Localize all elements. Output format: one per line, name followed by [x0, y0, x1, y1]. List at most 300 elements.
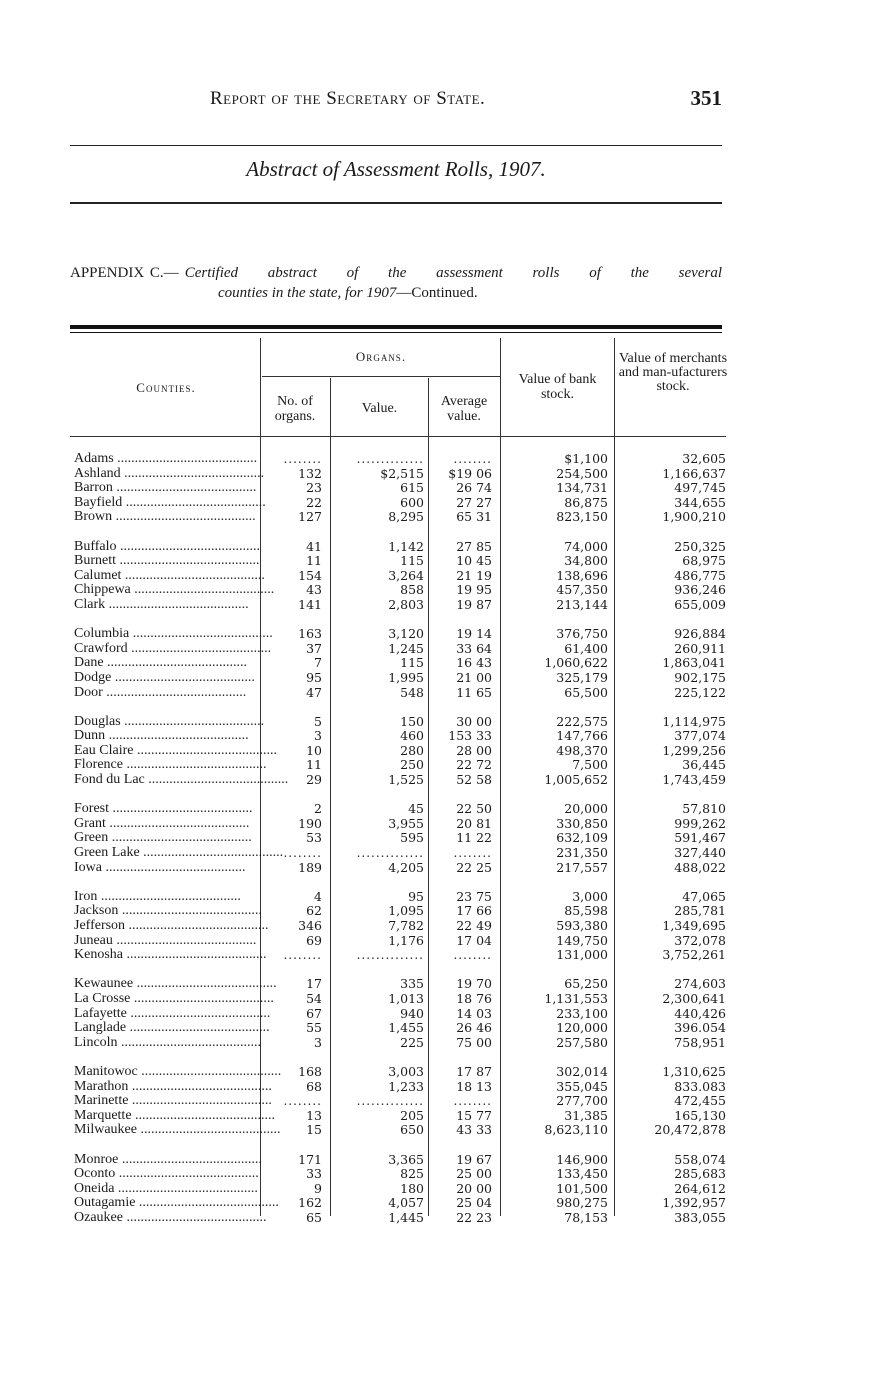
bank-stock-cell: 376,750: [556, 626, 608, 642]
table-row: [72, 686, 728, 701]
table-row: [72, 773, 728, 788]
organs-value-cell: 650: [400, 1122, 424, 1138]
average-value-cell: 43 33: [456, 1122, 492, 1138]
organs-value-cell: ..............: [356, 846, 424, 861]
organs-value-cell: ..............: [356, 452, 424, 466]
organs-value-cell: 95: [408, 888, 424, 904]
bank-stock-cell: 34,800: [564, 553, 608, 569]
county-name: Eau Claire ........................................: [74, 742, 277, 758]
no-of-organs-cell: 55: [306, 1020, 322, 1036]
bank-stock-cell: 233,100: [556, 1005, 608, 1021]
table-row: [72, 1196, 728, 1211]
table-row: [72, 729, 728, 744]
county-name: Kewaunee ........................................: [74, 976, 277, 992]
average-value-cell: 19 70: [456, 976, 492, 992]
table-row: [72, 540, 728, 555]
merchants-stock-cell: 1,349,695: [662, 918, 726, 933]
merchants-stock-cell: 558,074: [674, 1151, 726, 1167]
bank-stock-cell: 131,000: [556, 947, 608, 963]
table-row: [72, 510, 728, 525]
table-row: [72, 861, 728, 876]
county-name: Chippewa ........................................: [74, 582, 275, 598]
organs-value-cell: 4,205: [388, 859, 424, 875]
no-of-organs-cell: 11: [306, 757, 322, 773]
organs-value-cell: 825: [400, 1166, 424, 1182]
average-value-cell: 52 58: [456, 772, 492, 788]
merchants-stock-cell: 2,300,641: [662, 990, 726, 1006]
organs-value-cell: ..............: [356, 948, 424, 963]
organs-value-cell: $2,515: [380, 465, 424, 481]
county-name: Ozaukee ........................................: [74, 1209, 267, 1225]
no-of-organs-cell: ........: [283, 452, 322, 466]
county-name: Door ........................................: [74, 684, 247, 700]
organs-value-cell: 205: [400, 1107, 424, 1123]
running-header: [70, 86, 722, 116]
no-of-organs-cell: 29: [306, 772, 322, 788]
table-row: [72, 715, 728, 730]
no-of-organs-cell: 53: [306, 830, 322, 846]
page-number: 351: [690, 86, 722, 110]
header-rule: [70, 145, 722, 146]
appendix-label: APPENDIX C.—: [70, 265, 179, 281]
table-row: [72, 977, 728, 992]
no-of-organs-cell: 7: [314, 655, 322, 671]
merchants-stock-cell: 926,884: [674, 626, 726, 642]
merchants-stock-cell: 57,810: [682, 801, 726, 817]
table-row: [72, 1036, 728, 1051]
county-name: Green ........................................: [74, 830, 252, 846]
organs-value-cell: 3,365: [388, 1151, 424, 1167]
average-value-cell: 11 22: [456, 830, 492, 846]
average-value-cell: 75 00: [456, 1034, 492, 1050]
average-value-cell: ........: [453, 948, 492, 963]
county-name: Bayfield ........................................: [74, 494, 266, 510]
county-name: Juneau ........................................: [74, 932, 257, 948]
organs-value-cell: 1,525: [388, 772, 424, 788]
no-of-organs-cell: 154: [298, 567, 322, 583]
average-value-cell: 25 00: [456, 1166, 492, 1182]
organs-value-cell: 2,803: [388, 596, 424, 612]
no-of-organs-cell: ........: [283, 948, 322, 963]
title-rule: [70, 202, 722, 204]
merchants-stock-cell: 488,022: [674, 859, 726, 875]
merchants-stock-cell: 999,262: [674, 815, 726, 831]
bank-stock-cell: 85,598: [564, 903, 608, 919]
average-value-cell: 30 00: [456, 713, 492, 729]
merchants-stock-cell: 372,078: [674, 932, 726, 948]
county-name: Milwaukee ........................................: [74, 1122, 281, 1138]
average-value-cell: 25 04: [456, 1195, 492, 1211]
average-value-cell: 16 43: [456, 655, 492, 671]
no-of-organs-cell: 4: [314, 888, 322, 904]
organs-value-cell: 615: [400, 480, 424, 496]
appendix-line2: counties in the state, for 1907: [218, 285, 397, 301]
merchants-stock-cell: 758,951: [674, 1034, 726, 1050]
header-average-value: Average value.: [440, 394, 488, 424]
merchants-stock-cell: 32,605: [682, 451, 726, 466]
county-name: Buffalo ........................................: [74, 538, 261, 554]
organs-value-cell: 595: [400, 830, 424, 846]
no-of-organs-cell: 43: [306, 582, 322, 598]
bank-stock-cell: 134,731: [556, 480, 608, 496]
no-of-organs-cell: 68: [306, 1078, 322, 1094]
no-of-organs-cell: 15: [306, 1122, 322, 1138]
merchants-stock-cell: 902,175: [674, 669, 726, 685]
merchants-stock-cell: 3,752,261: [662, 947, 726, 963]
no-of-organs-cell: 171: [298, 1151, 322, 1167]
no-of-organs-cell: 37: [306, 640, 322, 656]
county-name: Burnett ........................................: [74, 553, 260, 569]
bank-stock-cell: 277,700: [556, 1093, 608, 1109]
table-row: [72, 554, 728, 569]
organs-value-cell: 1,095: [388, 903, 424, 919]
bank-stock-cell: 823,150: [556, 509, 608, 525]
table-row: [72, 452, 728, 467]
bank-stock-cell: 65,500: [564, 684, 608, 700]
table-row: [72, 1211, 728, 1226]
no-of-organs-cell: 127: [298, 509, 322, 525]
merchants-stock-cell: 1,299,256: [662, 742, 726, 758]
county-name: Dane ........................................: [74, 655, 248, 671]
header-organs: Organs.: [355, 349, 407, 364]
bank-stock-cell: 457,350: [556, 582, 608, 598]
county-name: Dodge ........................................: [74, 669, 255, 685]
bank-stock-cell: 120,000: [556, 1020, 608, 1036]
bank-stock-cell: 65,250: [564, 976, 608, 992]
no-of-organs-cell: 62: [306, 903, 322, 919]
merchants-stock-cell: 497,745: [674, 480, 726, 496]
table-row: [72, 1123, 728, 1138]
average-value-cell: 22 72: [456, 757, 492, 773]
average-value-cell: $19 06: [448, 465, 492, 481]
no-of-organs-cell: 95: [306, 669, 322, 685]
bank-stock-cell: 980,275: [556, 1195, 608, 1211]
county-name: Fond du Lac ........................................: [74, 772, 289, 788]
organs-value-cell: 3,003: [388, 1063, 424, 1079]
organs-value-cell: 1,142: [388, 538, 424, 554]
table-row: [72, 569, 728, 584]
bank-stock-cell: 3,000: [572, 888, 608, 904]
bank-stock-cell: 147,766: [556, 728, 608, 744]
table-row: [72, 467, 728, 482]
average-value-cell: 17 87: [456, 1063, 492, 1079]
table-row: [72, 992, 728, 1007]
bank-stock-cell: 257,580: [556, 1034, 608, 1050]
merchants-stock-cell: 165,130: [674, 1107, 726, 1123]
merchants-stock-cell: 396.054: [674, 1020, 726, 1036]
organs-value-cell: 1,455: [388, 1020, 424, 1036]
average-value-cell: ........: [453, 1094, 492, 1109]
section-title: Abstract of Assessment Rolls, 1907.: [246, 157, 546, 181]
running-title: Report of the Secretary of State.: [210, 88, 486, 109]
no-of-organs-cell: 346: [298, 918, 322, 933]
county-table: [72, 452, 728, 1225]
merchants-stock-cell: 20,472,878: [654, 1122, 726, 1138]
organs-value-cell: 115: [400, 553, 424, 569]
bank-stock-cell: 133,450: [556, 1166, 608, 1182]
county-name: Adams ........................................: [74, 451, 258, 466]
no-of-organs-cell: 47: [306, 684, 322, 700]
merchants-stock-cell: 1,166,637: [662, 465, 726, 481]
bank-stock-cell: 138,696: [556, 567, 608, 583]
table-row: [72, 627, 728, 642]
appendix-line1: Certified abstract of the assessment rolls of the several: [184, 265, 722, 281]
merchants-stock-cell: 486,775: [674, 567, 726, 583]
bank-stock-cell: 86,875: [564, 494, 608, 510]
table-row: [72, 1182, 728, 1197]
bank-stock-cell: 498,370: [556, 742, 608, 758]
county-name: Marinette ........................................: [74, 1093, 272, 1109]
average-value-cell: 28 00: [456, 742, 492, 758]
average-value-cell: 11 65: [456, 684, 492, 700]
organs-value-cell: 150: [400, 713, 424, 729]
merchants-stock-cell: 440,426: [674, 1005, 726, 1021]
organs-value-cell: 8,295: [388, 509, 424, 525]
no-of-organs-cell: ........: [283, 1094, 322, 1109]
appendix-caption: [70, 263, 722, 303]
average-value-cell: 26 46: [456, 1020, 492, 1036]
no-of-organs-cell: 11: [306, 553, 322, 569]
county-name: Grant ........................................: [74, 815, 250, 831]
bank-stock-cell: 213,144: [556, 596, 608, 612]
no-of-organs-cell: 10: [306, 742, 322, 758]
bank-stock-cell: 355,045: [556, 1078, 608, 1094]
merchants-stock-cell: 472,455: [674, 1093, 726, 1109]
no-of-organs-cell: 168: [298, 1063, 322, 1079]
county-name: Crawford ........................................: [74, 640, 272, 656]
organs-value-cell: 460: [400, 728, 424, 744]
average-value-cell: 22 50: [456, 801, 492, 817]
merchants-stock-cell: 1,900,210: [662, 509, 726, 525]
table-row: [72, 744, 728, 759]
county-name: Kenosha ........................................: [74, 947, 267, 963]
merchants-stock-cell: 1,863,041: [662, 655, 726, 671]
bank-stock-cell: 632,109: [556, 830, 608, 846]
average-value-cell: 19 87: [456, 596, 492, 612]
organs-value-cell: 3,120: [388, 626, 424, 642]
county-name: Marquette ........................................: [74, 1107, 276, 1123]
table-row: [72, 758, 728, 773]
appendix-continued: —Continued.: [396, 285, 478, 301]
table-row: [72, 1153, 728, 1168]
table-row: [72, 1109, 728, 1124]
no-of-organs-cell: 132: [298, 465, 322, 481]
table-row: [72, 671, 728, 686]
merchants-stock-cell: 1,114,975: [662, 713, 726, 729]
average-value-cell: 21 19: [456, 567, 492, 583]
bank-stock-cell: 1,060,622: [544, 655, 608, 671]
average-value-cell: 27 27: [456, 494, 492, 510]
organs-value-cell: 280: [400, 742, 424, 758]
average-value-cell: 20 00: [456, 1180, 492, 1196]
no-of-organs-cell: 3: [314, 728, 322, 744]
merchants-stock-cell: 1,743,459: [662, 772, 726, 788]
average-value-cell: 19 67: [456, 1151, 492, 1167]
average-value-cell: ........: [453, 452, 492, 466]
county-name: Douglas ........................................: [74, 713, 265, 729]
county-name: Oconto ........................................: [74, 1166, 259, 1182]
organs-value-cell: 250: [400, 757, 424, 773]
header-no-of-organs: No. of organs.: [274, 394, 316, 424]
table-row: [72, 1094, 728, 1109]
merchants-stock-cell: 327,440: [674, 845, 726, 861]
no-of-organs-cell: 65: [306, 1209, 322, 1225]
table-row: [72, 846, 728, 861]
bank-stock-cell: 231,350: [556, 845, 608, 861]
bank-stock-cell: $1,100: [564, 451, 608, 466]
average-value-cell: 17 04: [456, 932, 492, 948]
no-of-organs-cell: 69: [306, 932, 322, 948]
no-of-organs-cell: 17: [306, 976, 322, 992]
average-value-cell: 23 75: [456, 888, 492, 904]
organs-value-cell: 548: [400, 684, 424, 700]
average-value-cell: 17 66: [456, 903, 492, 919]
organs-value-cell: 7,782: [388, 918, 424, 933]
table-row: [72, 481, 728, 496]
no-of-organs-cell: 13: [306, 1107, 322, 1123]
merchants-stock-cell: 344,655: [674, 494, 726, 510]
organs-value-cell: 858: [400, 582, 424, 598]
header-bank-stock: Value of bank stock.: [518, 372, 597, 402]
average-value-cell: 26 74: [456, 480, 492, 496]
table-row: [72, 1080, 728, 1095]
merchants-stock-cell: 47,065: [682, 888, 726, 904]
average-value-cell: 10 45: [456, 553, 492, 569]
average-value-cell: 153 33: [448, 728, 492, 744]
no-of-organs-cell: 9: [314, 1180, 322, 1196]
table-row: [72, 890, 728, 905]
organs-value-cell: 335: [400, 976, 424, 992]
average-value-cell: 18 76: [456, 990, 492, 1006]
organs-value-cell: 4,057: [388, 1195, 424, 1211]
county-name: Langlade ........................................: [74, 1020, 270, 1036]
bank-stock-cell: 8,623,110: [544, 1122, 608, 1138]
county-name: Columbia ........................................: [74, 626, 273, 642]
bank-stock-cell: 101,500: [556, 1180, 608, 1196]
bank-stock-cell: 330,850: [556, 815, 608, 831]
organs-value-cell: 1,233: [388, 1078, 424, 1094]
bank-stock-cell: 146,900: [556, 1151, 608, 1167]
table-row: [72, 598, 728, 613]
bank-stock-cell: 325,179: [556, 669, 608, 685]
county-name: Ashland ........................................: [74, 465, 265, 481]
bank-stock-cell: 7,500: [572, 757, 608, 773]
header-value: Value.: [361, 401, 398, 416]
average-value-cell: ........: [453, 846, 492, 861]
table-row: [72, 1007, 728, 1022]
no-of-organs-cell: 22: [306, 494, 322, 510]
merchants-stock-cell: 383,055: [674, 1209, 726, 1225]
merchants-stock-cell: 1,310,625: [662, 1063, 726, 1079]
county-name: Outagamie ........................................: [74, 1195, 279, 1211]
average-value-cell: 65 31: [456, 509, 492, 525]
organs-value-cell: 225: [400, 1034, 424, 1050]
organs-value-cell: 3,955: [388, 815, 424, 831]
no-of-organs-cell: 54: [306, 990, 322, 1006]
organs-value-cell: 1,445: [388, 1209, 424, 1225]
merchants-stock-cell: 655,009: [674, 596, 726, 612]
table-row: [72, 1167, 728, 1182]
bank-stock-cell: 593,380: [556, 918, 608, 933]
no-of-organs-cell: 189: [298, 859, 322, 875]
organs-value-cell: ..............: [356, 1094, 424, 1109]
county-name: La Crosse ........................................: [74, 990, 274, 1006]
county-name: Jackson ........................................: [74, 903, 262, 919]
table-row: [72, 1021, 728, 1036]
table-row: [72, 802, 728, 817]
merchants-stock-cell: 936,246: [674, 582, 726, 598]
organs-value-cell: 180: [400, 1180, 424, 1196]
average-value-cell: 18 13: [456, 1078, 492, 1094]
merchants-stock-cell: 285,683: [674, 1166, 726, 1182]
table-row: [72, 934, 728, 949]
bank-stock-cell: 302,014: [556, 1063, 608, 1079]
county-name: Calumet ........................................: [74, 567, 265, 583]
bank-stock-cell: 31,385: [564, 1107, 608, 1123]
table-row: [72, 904, 728, 919]
merchants-stock-cell: 36,445: [682, 757, 726, 773]
bank-stock-cell: 61,400: [564, 640, 608, 656]
no-of-organs-cell: 33: [306, 1166, 322, 1182]
average-value-cell: 19 14: [456, 626, 492, 642]
no-of-organs-cell: 141: [298, 596, 322, 612]
organs-value-cell: 3,264: [388, 567, 424, 583]
county-name: Iowa ........................................: [74, 859, 246, 875]
organs-underline: [262, 376, 500, 377]
organs-value-cell: 1,245: [388, 640, 424, 656]
county-name: Brown ........................................: [74, 509, 256, 525]
merchants-stock-cell: 68,975: [682, 553, 726, 569]
organs-value-cell: 940: [400, 1005, 424, 1021]
county-name: Lafayette ........................................: [74, 1005, 271, 1021]
bank-stock-cell: 1,005,652: [544, 772, 608, 788]
county-name: Green Lake ........................................: [74, 845, 284, 861]
average-value-cell: 19 95: [456, 582, 492, 598]
county-name: Manitowoc ........................................: [74, 1063, 282, 1079]
bank-stock-cell: 1,131,553: [544, 990, 608, 1006]
merchants-stock-cell: 285,781: [674, 903, 726, 919]
table-row: [72, 919, 728, 934]
no-of-organs-cell: 162: [298, 1195, 322, 1211]
merchants-stock-cell: 264,612: [674, 1180, 726, 1196]
organs-value-cell: 1,013: [388, 990, 424, 1006]
county-name: Oneida ........................................: [74, 1180, 258, 1196]
table-row: [72, 583, 728, 598]
no-of-organs-cell: 190: [298, 815, 322, 831]
county-name: Florence ........................................: [74, 757, 267, 773]
average-value-cell: 20 81: [456, 815, 492, 831]
average-value-cell: 21 00: [456, 669, 492, 685]
merchants-stock-cell: 377,074: [674, 728, 726, 744]
county-name: Barron ........................................: [74, 480, 257, 496]
table-row: [72, 831, 728, 846]
bank-stock-cell: 217,557: [556, 859, 608, 875]
county-name: Forest ........................................: [74, 801, 253, 817]
bank-stock-cell: 20,000: [564, 801, 608, 817]
bank-stock-cell: 254,500: [556, 465, 608, 481]
no-of-organs-cell: 3: [314, 1034, 322, 1050]
header-counties: Counties.: [136, 380, 196, 395]
average-value-cell: 22 49: [456, 918, 492, 933]
county-name: Lincoln ........................................: [74, 1034, 262, 1050]
merchants-stock-cell: 274,603: [674, 976, 726, 992]
county-name: Clark ........................................: [74, 596, 249, 612]
no-of-organs-cell: 23: [306, 480, 322, 496]
average-value-cell: 22 25: [456, 859, 492, 875]
bank-stock-cell: 78,153: [564, 1209, 608, 1225]
table-row: [72, 656, 728, 671]
average-value-cell: 22 23: [456, 1209, 492, 1225]
